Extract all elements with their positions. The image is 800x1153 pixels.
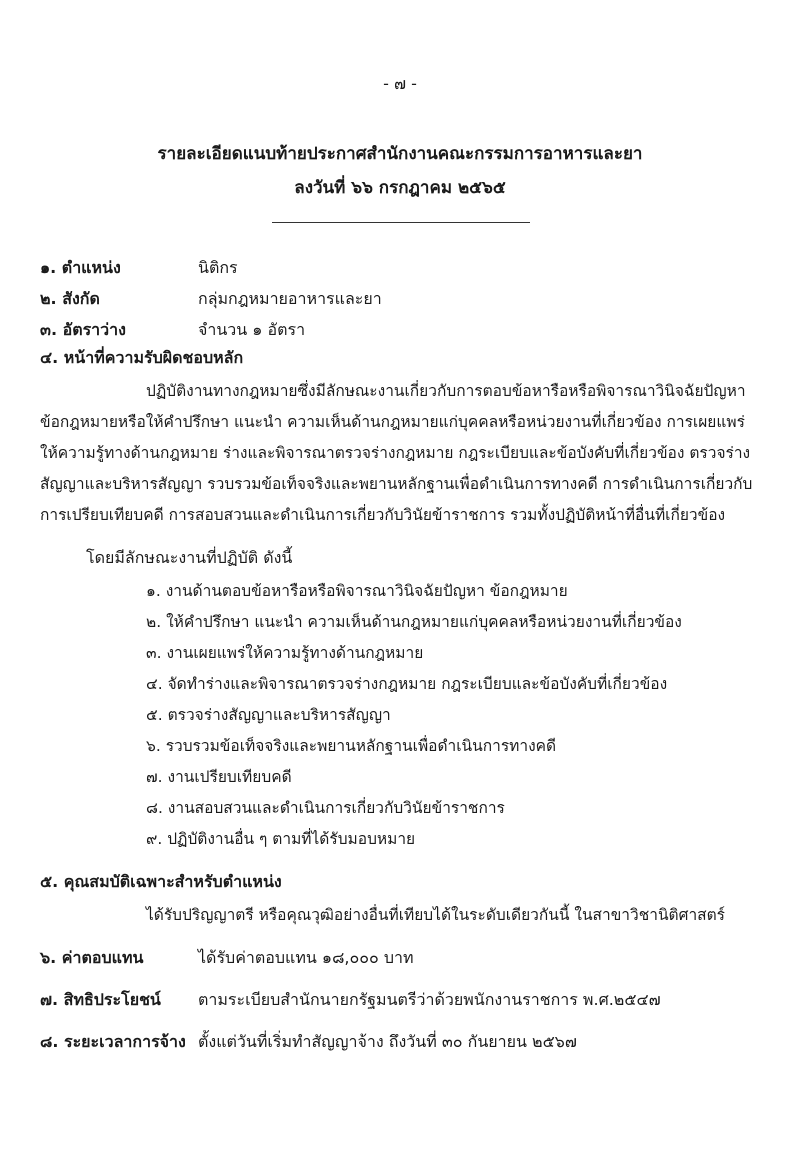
responsibilities-paragraph-line: การเปรียบเทียบคดี การสอบสวนและดำเนินการเกี่ยวกับวินัยข้าราชการ รวมทั้งปฏิบัติหน้าที่อื่นที่เกี่ยวข้อง: [40, 506, 726, 524]
document-date: ลงวันที่ ๖๖ กรกฎาคม ๒๕๖๕: [294, 178, 506, 198]
department-label: ๒. สังกัด: [40, 289, 100, 308]
duty-list-item: ๖. รวบรวมข้อเท็จจริงและพยานหลักฐานเพื่อดำเนินการทางคดี: [146, 737, 557, 755]
vacancy-label: ๓. อัตราว่าง: [40, 320, 126, 339]
duty-list-item: ๒. ให้คำปรึกษา แนะนำ ความเห็นด้านกฎหมายแก่บุคคลหรือหน่วยงานที่เกี่ยวข้อง: [146, 613, 682, 631]
page-number: - ๗ -: [383, 74, 417, 93]
benefits-value: ตามระเบียบสำนักนายกรัฐมนตรีว่าด้วยพนักงานราชการ พ.ศ.๒๕๔๗: [198, 990, 661, 1009]
benefits-label: ๗. สิทธิประโยชน์: [40, 990, 161, 1009]
employment-period-value: ตั้งแต่วันที่เริ่มทำสัญญาจ้าง ถึงวันที่ ๓๐ กันยายน ๒๕๖๗: [198, 1032, 577, 1051]
vacancy-value: จำนวน ๑ อัตรา: [198, 320, 306, 339]
compensation-label: ๖. ค่าตอบแทน: [40, 948, 144, 967]
duty-list-item: ๙. ปฏิบัติงานอื่น ๆ ตามที่ได้รับมอบหมาย: [146, 830, 416, 848]
compensation-value: ได้รับค่าตอบแทน ๑๘,๐๐๐ บาท: [198, 948, 414, 967]
duty-list-item: ๔. จัดทำร่างและพิจารณาตรวจร่างกฎหมาย กฎระเบียบและข้อบังคับที่เกี่ยวข้อง: [146, 675, 668, 693]
duty-list-item: ๑. งานด้านตอบข้อหารือหรือพิจารณาวินิจฉัยปัญหา ข้อกฎหมาย: [146, 582, 568, 600]
qualifications-heading: ๕. คุณสมบัติเฉพาะสำหรับตำแหน่ง: [40, 872, 282, 891]
employment-period-label: ๘. ระยะเวลาการจ้าง: [40, 1032, 186, 1051]
qualifications-text: ได้รับปริญญาตรี หรือคุณวุฒิอย่างอื่นที่เทียบได้ในระดับเดียวกันนี้ ในสาขาวิชานิติศาสตร์: [146, 906, 725, 924]
responsibilities-paragraph-line: ปฏิบัติงานทางกฎหมายซึ่งมีลักษณะงานเกี่ยวกับการตอบข้อหารือหรือพิจารณาวินิจฉัยปัญหา: [146, 382, 746, 400]
title-divider: [272, 222, 530, 223]
duty-list-item: ๘. งานสอบสวนและดำเนินการเกี่ยวกับวินัยข้าราชการ: [146, 799, 505, 817]
responsibilities-heading: ๔. หน้าที่ความรับผิดชอบหลัก: [40, 348, 244, 367]
responsibilities-paragraph-line: ให้ความรู้ทางด้านกฎหมาย ร่างและพิจารณาตรวจร่างกฎหมาย กฎระเบียบและข้อบังคับที่เกี่ยวข้อง ตรวจร่าง: [40, 444, 751, 462]
department-value: กลุ่มกฎหมายอาหารและยา: [198, 289, 382, 308]
duties-subheading: โดยมีลักษณะงานที่ปฏิบัติ ดังนี้: [86, 548, 293, 567]
responsibilities-paragraph-line: สัญญาและบริหารสัญญา รวบรวมข้อเท็จจริงและพยานหลักฐานเพื่อดำเนินการทางคดี การดำเนินการเกี่ยวกับ: [40, 475, 753, 493]
duty-list-item: ๓. งานเผยแพร่ให้ความรู้ทางด้านกฎหมาย: [146, 644, 424, 662]
position-label: ๑. ตำแหน่ง: [40, 258, 121, 277]
duty-list-item: ๕. ตรวจร่างสัญญาและบริหารสัญญา: [146, 706, 391, 724]
position-value: นิติกร: [198, 258, 238, 277]
duty-list-item: ๗. งานเปรียบเทียบคดี: [146, 768, 292, 786]
responsibilities-paragraph-line: ข้อกฎหมายหรือให้คำปรึกษา แนะนำ ความเห็นด้านกฎหมายแก่บุคคลหรือหน่วยงานที่เกี่ยวข้อง การเผยแพร่: [40, 413, 745, 431]
document-title: รายละเอียดแนบท้ายประกาศสำนักงานคณะกรรมการอาหารและยา: [157, 144, 643, 164]
